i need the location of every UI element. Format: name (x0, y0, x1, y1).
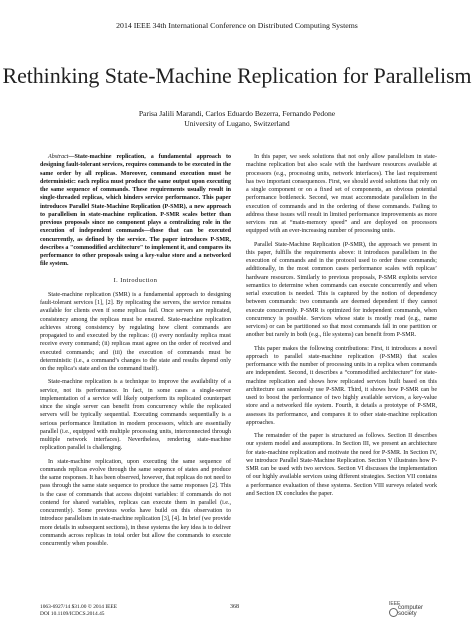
author-names: Parisa Jalili Marandi, Carlos Eduardo Bezerra, Fernando Pedone (138, 109, 336, 118)
logo-text: computer society (398, 605, 424, 617)
conference-header: 2014 IEEE 34th International Conference on Distributed Computing Systems (116, 21, 358, 30)
abstract-text: —State-machine replication, a fundamental approach to designing fault-tolerant services, requires commands to be executed in the same order by all replicas. Moreover, command execution must be deterministic: each replica must produce the same output upon executing the same sequence of commands. These requirements usually result in single-threaded replicas, which hinders service performance. This paper introduces Parallel State-Machine Replication (P-SMR), a new approach to parallelism in state-machine replication. P-SMR scales better than previous proposals since no component plays a centralizing role in the execution of independent commands—those that can be executed concurrently, as defined by the service. The paper introduces P-SMR, describes a "commodified architecture" to implement it, and compares its performance to other proposals using a key-value store and a networked file system. (40, 154, 231, 268)
logo-ieee-text: IEEE (389, 601, 401, 607)
left-column (40, 153, 231, 553)
intro-paragraph-2: State-machine replication is a technique to improve the availability of a service, not its performance. In fact, in some cases a single-server implementation of a service will likely outperform its replicated counterpart since the single server can benefit from concurrency while the replicated servers will be typically sequential. Executing commands sequentially is a serious performance limitation in modern processors, which are essentially parallel (i.e., equipped with multiple processing units, interconnected through multiple network interfaces). Nevertheless, rendering state-machine replication parallel is challenging. (40, 379, 231, 452)
computer-society-logo (389, 599, 437, 621)
footer-publication-info (40, 604, 117, 618)
page-number: 368 (230, 604, 239, 610)
abstract-label: Abstract (48, 154, 69, 160)
author-block (0, 109, 474, 129)
footer-doi: DOI 10.1109/ICDCS.2014.45 (40, 611, 105, 617)
section-heading-introduction: I. Introduction (113, 276, 158, 284)
author-affiliation: University of Lugano, Switzerland (184, 119, 290, 128)
abstract (40, 153, 231, 269)
right-paragraph-2: Parallel State-Machine Replication (P-SMR), the approach we present in this paper, fulfills the requirements above: it introduces parallelism in the execution of commands and in the protocol used to order these commands; additionally, in the most common cases performance scales with replicas’ hardware resources. Similarly to previous proposals, P-SMR exploits service semantics to determine when commands can execute concurrently and when serial execution is needed. This is captured by the notion of dependency between commands: two commands are deemed dependent if they cannot execute concurrently. P-SMR is optimized for independent commands, when concurrency is possible. Services whose state is mostly read (e.g., name services) or can be partitioned so that most commands fall in one partition or another but rarely in both (e.g., file systems) can benefit from P-SMR. (246, 241, 437, 339)
paper-title: Rethinking State-Machine Replication for Parallelism (2, 63, 472, 88)
logo-mark-icon (389, 608, 398, 617)
intro-paragraph-1: State-machine replication (SMR) is a fundamental approach to designing fault-tolerant services [1], [2]. By replicating the servers, the service remains available for clients even if some replicas fail. Once servers are replicated, consistency among the replicas must be ensured. State-machine replication achieves strong consistency by regulating how client commands are propagated to and executed by the replicas: (i) every nonfaulty replica must receive every command; (ii) replicas must agree on the order of received and executed commands; and (iii) the execution of commands must be deterministic (i.e., a command’s changes to the state and results depend only on the replica’s state and on the command itself). (40, 291, 231, 372)
right-paragraph-4: The remainder of the paper is structured as follows. Section II describes our system model and assumptions. In Section III, we present an architecture for state-machine replication and motivate the need for P-SMR. In Section IV, we introduce Parallel State-Machine Replication. Section V illustrates how P-SMR can be used with two services. Section VI discusses the implementation of our highly available services using different strategies. Section VII contains a performance evaluation of these systems. Section VIII surveys related work and Section IX concludes the paper. (246, 433, 437, 497)
right-paragraph-1: In this paper, we seek solutions that not only allow parallelism in state-machine replication but also scale with the hardware resources available at processors (e.g., processing units, network interfaces). The last requirement has two important consequences. First, we should avoid solutions that rely on a single component or on a fixed set of components, an obvious potential performance bottleneck. Second, we must accommodate parallelism in the execution of commands and in the ordering of these commands. Failing to address these issues will result in limited performance improvements as more services run at “main-memory speed” and are deployed on processors equipped with an ever-increasing number of processing units. (246, 154, 437, 235)
footer-isbn: 1063-6927/14 $31.00 © 2014 IEEE (40, 604, 118, 610)
right-paragraph-3: This paper makes the following contributions: First, it introduces a novel approach to parallel state-machine replication (P-SMR) that scales performance with the number of processing units in a replica when commands are independent. Second, it describes a “commodified architecture” for state-machine replication and shows how replicated services built based on this architecture can seamlessly use P-SMR. Third, it shows how P-SMR can be used to boost the performance of two highly available services, a key-value store and a networked file system. Fourth, it details a prototype of P-SMR, assesses its performance, and compares it to other state-machine replication approaches. (246, 345, 437, 426)
right-column (246, 153, 437, 503)
intro-paragraph-3: In state-machine replication, upon executing the same sequence of commands replicas evolve through the same sequence of states and produce the same responses. It has been observed, however, that replicas do not need to pass through the same state sequence to produce the same responses [2]. This is the case of commands that access disjoint variables: if commands do not contend for shared variables, replicas can execute them in parallel (i.e., concurrently). Some previous works have build on this observation to introduce parallelism in state-machine replication [3], [4]. In brief (we provide more details in subsequent sections), in these systems the key idea is to deliver commands across replicas in total order but allow the commands to execute concurrently when possible. (40, 458, 231, 547)
